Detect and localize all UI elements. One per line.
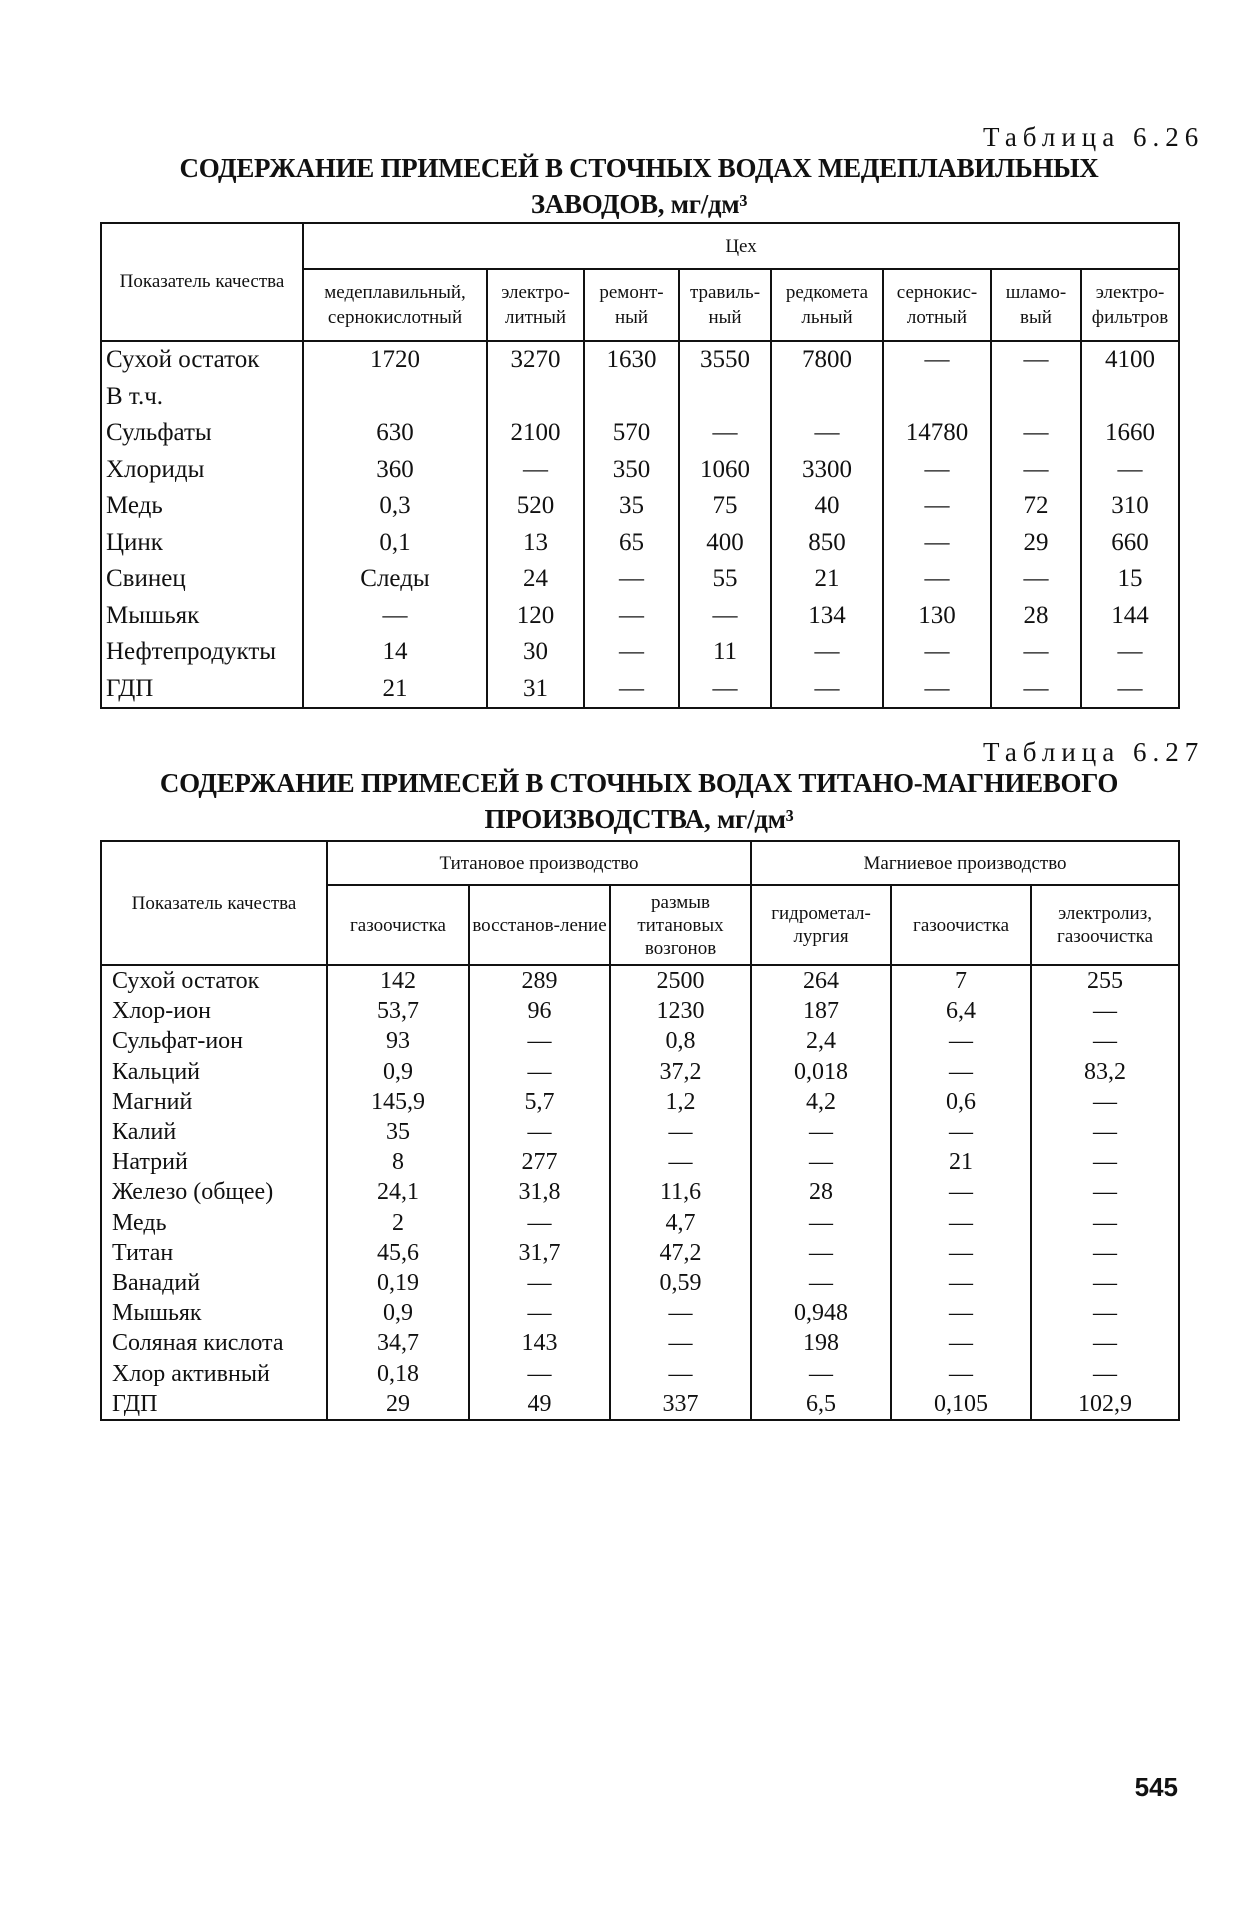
table-cell: — bbox=[679, 671, 771, 709]
table-cell: 7800 bbox=[771, 341, 883, 379]
table-cell: 350 bbox=[584, 452, 679, 489]
table-cell: 11,6 bbox=[610, 1177, 751, 1207]
row-label: Магний bbox=[101, 1087, 327, 1117]
table-cell: — bbox=[883, 671, 991, 709]
column-header: сернокис-лотный bbox=[883, 269, 991, 341]
table-cell: 29 bbox=[991, 525, 1081, 562]
table-cell: — bbox=[469, 1057, 610, 1087]
table-6-26 bbox=[100, 222, 1180, 709]
table-cell: 0,105 bbox=[891, 1389, 1031, 1420]
table-cell: 31,7 bbox=[469, 1238, 610, 1268]
table-cell: — bbox=[751, 1208, 891, 1238]
table-cell: 53,7 bbox=[327, 996, 469, 1026]
table-cell: 360 bbox=[303, 452, 487, 489]
table-row bbox=[101, 1268, 1179, 1298]
row-label: Нефтепродукты bbox=[101, 634, 303, 671]
table-cell: — bbox=[1031, 1177, 1179, 1207]
table-row bbox=[101, 488, 1179, 525]
table-cell: 1630 bbox=[584, 341, 679, 379]
table-cell: 120 bbox=[487, 598, 584, 635]
row-label: ГДП bbox=[101, 671, 303, 709]
table-row bbox=[101, 1389, 1179, 1420]
table-row bbox=[101, 452, 1179, 489]
table-cell: — bbox=[679, 415, 771, 452]
table-cell: 31 bbox=[487, 671, 584, 709]
table-cell: 0,19 bbox=[327, 1268, 469, 1298]
table-cell: — bbox=[469, 1208, 610, 1238]
table-cell: Следы bbox=[303, 561, 487, 598]
table-cell: — bbox=[883, 525, 991, 562]
table-cell: — bbox=[751, 1117, 891, 1147]
table-6-27-title-line2: ПРОИЗВОДСТВА, мг/дм³ bbox=[484, 804, 794, 834]
row-label: ГДП bbox=[101, 1389, 327, 1420]
table-cell: — bbox=[1031, 1328, 1179, 1358]
column-header: газоочистка bbox=[891, 885, 1031, 965]
row-label: Ванадий bbox=[101, 1268, 327, 1298]
table-row bbox=[101, 561, 1179, 598]
table-cell: — bbox=[771, 415, 883, 452]
table-cell: 198 bbox=[751, 1328, 891, 1358]
table-cell: 15 bbox=[1081, 561, 1179, 598]
table-cell bbox=[991, 379, 1081, 416]
table-cell: 75 bbox=[679, 488, 771, 525]
table-cell: — bbox=[1031, 1147, 1179, 1177]
table-cell: 55 bbox=[679, 561, 771, 598]
table-cell: — bbox=[751, 1268, 891, 1298]
table-cell: 4100 bbox=[1081, 341, 1179, 379]
table-cell: 34,7 bbox=[327, 1328, 469, 1358]
table-cell: — bbox=[1081, 671, 1179, 709]
table-cell: 130 bbox=[883, 598, 991, 635]
table-cell: 1720 bbox=[303, 341, 487, 379]
row-label: Сульфат-ион bbox=[101, 1026, 327, 1056]
table-cell: 35 bbox=[327, 1117, 469, 1147]
column-header: гидрометал-лургия bbox=[751, 885, 891, 965]
table-cell: — bbox=[1031, 1026, 1179, 1056]
table-cell: — bbox=[1081, 452, 1179, 489]
table-cell: — bbox=[1031, 1117, 1179, 1147]
table-cell: 0,59 bbox=[610, 1268, 751, 1298]
table-cell: 630 bbox=[303, 415, 487, 452]
row-label: Сухой остаток bbox=[101, 341, 303, 379]
table-cell: 37,2 bbox=[610, 1057, 751, 1087]
table-cell: — bbox=[891, 1268, 1031, 1298]
table-cell bbox=[487, 379, 584, 416]
table-cell: 14780 bbox=[883, 415, 991, 452]
table-6-27-title bbox=[100, 765, 1178, 837]
table-cell bbox=[771, 379, 883, 416]
table-cell: 13 bbox=[487, 525, 584, 562]
table-row bbox=[101, 1298, 1179, 1328]
table-cell: 6,5 bbox=[751, 1389, 891, 1420]
table-6-26-title-line2: ЗАВОДОВ, мг/дм³ bbox=[530, 189, 748, 219]
table-cell: 0,9 bbox=[327, 1057, 469, 1087]
table-row bbox=[101, 1177, 1179, 1207]
row-label: Калий bbox=[101, 1117, 327, 1147]
table-cell: 3270 bbox=[487, 341, 584, 379]
table-cell: 2 bbox=[327, 1208, 469, 1238]
table-row bbox=[101, 965, 1179, 996]
table-cell: — bbox=[891, 1057, 1031, 1087]
table-cell: 31,8 bbox=[469, 1177, 610, 1207]
table-row bbox=[101, 598, 1179, 635]
table-cell: — bbox=[1081, 634, 1179, 671]
table-cell: 29 bbox=[327, 1389, 469, 1420]
table-cell: — bbox=[991, 341, 1081, 379]
row-label: Титан bbox=[101, 1238, 327, 1268]
table-row bbox=[101, 341, 1179, 379]
table-cell: — bbox=[679, 598, 771, 635]
table-cell: — bbox=[771, 671, 883, 709]
table-cell: 2100 bbox=[487, 415, 584, 452]
table-cell: 3550 bbox=[679, 341, 771, 379]
table-row bbox=[101, 415, 1179, 452]
table-cell: 337 bbox=[610, 1389, 751, 1420]
row-label: Мышьяк bbox=[101, 1298, 327, 1328]
table-row bbox=[101, 1238, 1179, 1268]
table-row bbox=[101, 1147, 1179, 1177]
table-cell: 1660 bbox=[1081, 415, 1179, 452]
table-cell: 14 bbox=[303, 634, 487, 671]
table-cell: 47,2 bbox=[610, 1238, 751, 1268]
table-cell: — bbox=[1031, 1208, 1179, 1238]
column-header: электро-литный bbox=[487, 269, 584, 341]
table-cell: 400 bbox=[679, 525, 771, 562]
row-label: Сухой остаток bbox=[101, 965, 327, 996]
table-6-26-title bbox=[100, 150, 1178, 222]
row-label: Хлор-ион bbox=[101, 996, 327, 1026]
table-row bbox=[101, 1328, 1179, 1358]
table-cell: 40 bbox=[771, 488, 883, 525]
row-label: Цинк bbox=[101, 525, 303, 562]
table-row bbox=[101, 1057, 1179, 1087]
table-cell: 850 bbox=[771, 525, 883, 562]
column-header: газоочистка bbox=[327, 885, 469, 965]
row-label: Соляная кислота bbox=[101, 1328, 327, 1358]
table-cell: 93 bbox=[327, 1026, 469, 1056]
table-cell: 35 bbox=[584, 488, 679, 525]
table-cell: 0,8 bbox=[610, 1026, 751, 1056]
table-cell: — bbox=[891, 1238, 1031, 1268]
table-row bbox=[101, 1358, 1179, 1388]
table-cell: 21 bbox=[771, 561, 883, 598]
table-6-27-caption: Таблица 6.27 bbox=[983, 737, 1205, 767]
row-label: Медь bbox=[101, 1208, 327, 1238]
table-cell: 520 bbox=[487, 488, 584, 525]
table-cell: — bbox=[891, 1298, 1031, 1328]
table-cell: 142 bbox=[327, 965, 469, 996]
row-header: Показатель качества bbox=[101, 841, 327, 965]
table-cell: — bbox=[891, 1117, 1031, 1147]
column-header: редкомета льный bbox=[771, 269, 883, 341]
table-cell: — bbox=[584, 561, 679, 598]
table-cell: 0,9 bbox=[327, 1298, 469, 1328]
table-cell: — bbox=[991, 634, 1081, 671]
table-cell: — bbox=[751, 1238, 891, 1268]
table-cell: — bbox=[610, 1117, 751, 1147]
table-cell: — bbox=[487, 452, 584, 489]
table-cell: — bbox=[584, 598, 679, 635]
table-cell: — bbox=[883, 341, 991, 379]
table-cell: 264 bbox=[751, 965, 891, 996]
table-cell: 45,6 bbox=[327, 1238, 469, 1268]
row-label: Мышьяк bbox=[101, 598, 303, 635]
row-label: Свинец bbox=[101, 561, 303, 598]
table-cell: — bbox=[883, 488, 991, 525]
row-label: Хлориды bbox=[101, 452, 303, 489]
table-cell: — bbox=[991, 561, 1081, 598]
column-header: шламо-вый bbox=[991, 269, 1081, 341]
table-cell bbox=[679, 379, 771, 416]
table-6-26-title-line1: СОДЕРЖАНИЕ ПРИМЕСЕЙ В СТОЧНЫХ ВОДАХ МЕДЕПЛАВИЛЬНЫХ bbox=[179, 153, 1099, 183]
table-cell: 0,1 bbox=[303, 525, 487, 562]
table-cell: 2500 bbox=[610, 965, 751, 996]
table-cell: 145,9 bbox=[327, 1087, 469, 1117]
group-magnesium: Магниевое производство bbox=[751, 841, 1179, 885]
table-cell: 134 bbox=[771, 598, 883, 635]
table-cell: — bbox=[991, 671, 1081, 709]
table-cell bbox=[584, 379, 679, 416]
table-cell bbox=[883, 379, 991, 416]
row-label: Кальций bbox=[101, 1057, 327, 1087]
table-cell: — bbox=[883, 452, 991, 489]
row-label: Сульфаты bbox=[101, 415, 303, 452]
table-cell: — bbox=[584, 634, 679, 671]
table-cell: — bbox=[891, 1328, 1031, 1358]
table-cell: 3300 bbox=[771, 452, 883, 489]
column-header: размыв титановых возгонов bbox=[610, 885, 751, 965]
table-cell: — bbox=[891, 1208, 1031, 1238]
group-header: Цех bbox=[303, 223, 1179, 269]
table-cell: — bbox=[303, 598, 487, 635]
table-cell: — bbox=[1031, 1268, 1179, 1298]
table-cell: 11 bbox=[679, 634, 771, 671]
table-cell: 49 bbox=[469, 1389, 610, 1420]
table-cell: 660 bbox=[1081, 525, 1179, 562]
table-row bbox=[101, 634, 1179, 671]
table-cell: — bbox=[469, 1358, 610, 1388]
table-6-26-caption: Таблица 6.26 bbox=[983, 122, 1205, 152]
table-cell: — bbox=[1031, 996, 1179, 1026]
table-cell: 4,2 bbox=[751, 1087, 891, 1117]
table-cell: — bbox=[1031, 1087, 1179, 1117]
table-cell: 65 bbox=[584, 525, 679, 562]
table-6-27-title-line1: СОДЕРЖАНИЕ ПРИМЕСЕЙ В СТОЧНЫХ ВОДАХ ТИТАНО-МАГНИЕВОГО bbox=[159, 768, 1119, 798]
table-cell: 277 bbox=[469, 1147, 610, 1177]
table-cell: 0,3 bbox=[303, 488, 487, 525]
table-cell: — bbox=[610, 1147, 751, 1177]
table-cell: — bbox=[751, 1358, 891, 1388]
group-titanium: Титановое производство bbox=[327, 841, 751, 885]
table-cell: — bbox=[1031, 1238, 1179, 1268]
table-cell: — bbox=[991, 452, 1081, 489]
table-cell: — bbox=[469, 1268, 610, 1298]
table-cell: 7 bbox=[891, 965, 1031, 996]
table-cell: 4,7 bbox=[610, 1208, 751, 1238]
table-cell: — bbox=[610, 1358, 751, 1388]
column-header: ремонт-ный bbox=[584, 269, 679, 341]
table-cell: — bbox=[991, 415, 1081, 452]
table-cell: 102,9 bbox=[1031, 1389, 1179, 1420]
column-header: электролиз, газоочистка bbox=[1031, 885, 1179, 965]
column-header: восстанов-ление bbox=[469, 885, 610, 965]
column-header: электро-фильтров bbox=[1081, 269, 1179, 341]
table-cell: 28 bbox=[991, 598, 1081, 635]
table-row bbox=[101, 1117, 1179, 1147]
table-cell: — bbox=[891, 1177, 1031, 1207]
table-cell: — bbox=[584, 671, 679, 709]
table-cell: — bbox=[1031, 1298, 1179, 1328]
table-row bbox=[101, 1087, 1179, 1117]
table-cell: 0,018 bbox=[751, 1057, 891, 1087]
table-row bbox=[101, 1208, 1179, 1238]
page-number: 545 bbox=[1134, 1772, 1178, 1802]
table-cell: 83,2 bbox=[1031, 1057, 1179, 1087]
table-cell: 24 bbox=[487, 561, 584, 598]
table-cell: 2,4 bbox=[751, 1026, 891, 1056]
table-row bbox=[101, 996, 1179, 1026]
table-cell: 5,7 bbox=[469, 1087, 610, 1117]
table-cell: — bbox=[891, 1358, 1031, 1388]
table-cell: — bbox=[610, 1298, 751, 1328]
table-row bbox=[101, 1026, 1179, 1056]
table-cell: 144 bbox=[1081, 598, 1179, 635]
table-cell: — bbox=[771, 634, 883, 671]
table-cell: 96 bbox=[469, 996, 610, 1026]
table-cell: 30 bbox=[487, 634, 584, 671]
table-cell: — bbox=[1031, 1358, 1179, 1388]
table-cell bbox=[303, 379, 487, 416]
row-label: В т.ч. bbox=[101, 379, 303, 416]
table-cell: 24,1 bbox=[327, 1177, 469, 1207]
table-cell: 289 bbox=[469, 965, 610, 996]
table-cell: 6,4 bbox=[891, 996, 1031, 1026]
table-cell: 21 bbox=[891, 1147, 1031, 1177]
table-cell: — bbox=[883, 561, 991, 598]
row-label: Медь bbox=[101, 488, 303, 525]
table-cell: 72 bbox=[991, 488, 1081, 525]
table-cell: 8 bbox=[327, 1147, 469, 1177]
table-cell: 570 bbox=[584, 415, 679, 452]
table-cell: 0,18 bbox=[327, 1358, 469, 1388]
table-cell: 187 bbox=[751, 996, 891, 1026]
table-cell: 0,6 bbox=[891, 1087, 1031, 1117]
table-cell bbox=[1081, 379, 1179, 416]
table-row bbox=[101, 379, 1179, 416]
row-label: Железо (общее) bbox=[101, 1177, 327, 1207]
table-cell: 0,948 bbox=[751, 1298, 891, 1328]
table-cell: 28 bbox=[751, 1177, 891, 1207]
column-header: травиль-ный bbox=[679, 269, 771, 341]
table-cell: 255 bbox=[1031, 965, 1179, 996]
table-cell: — bbox=[469, 1117, 610, 1147]
table-cell: 1230 bbox=[610, 996, 751, 1026]
table-cell: — bbox=[751, 1147, 891, 1177]
table-cell: — bbox=[469, 1026, 610, 1056]
table-row bbox=[101, 525, 1179, 562]
table-cell: 1,2 bbox=[610, 1087, 751, 1117]
table-cell: 143 bbox=[469, 1328, 610, 1358]
table-cell: 310 bbox=[1081, 488, 1179, 525]
row-label: Натрий bbox=[101, 1147, 327, 1177]
table-cell: — bbox=[883, 634, 991, 671]
table-cell: — bbox=[469, 1298, 610, 1328]
table-cell: 21 bbox=[303, 671, 487, 709]
row-label: Хлор активный bbox=[101, 1358, 327, 1388]
column-header: медеплавильный, сернокислотный bbox=[303, 269, 487, 341]
table-cell: 1060 bbox=[679, 452, 771, 489]
table-cell: — bbox=[610, 1328, 751, 1358]
row-header: Показатель качества bbox=[101, 223, 303, 341]
table-row bbox=[101, 671, 1179, 709]
table-6-27 bbox=[100, 840, 1180, 1421]
table-cell: — bbox=[891, 1026, 1031, 1056]
